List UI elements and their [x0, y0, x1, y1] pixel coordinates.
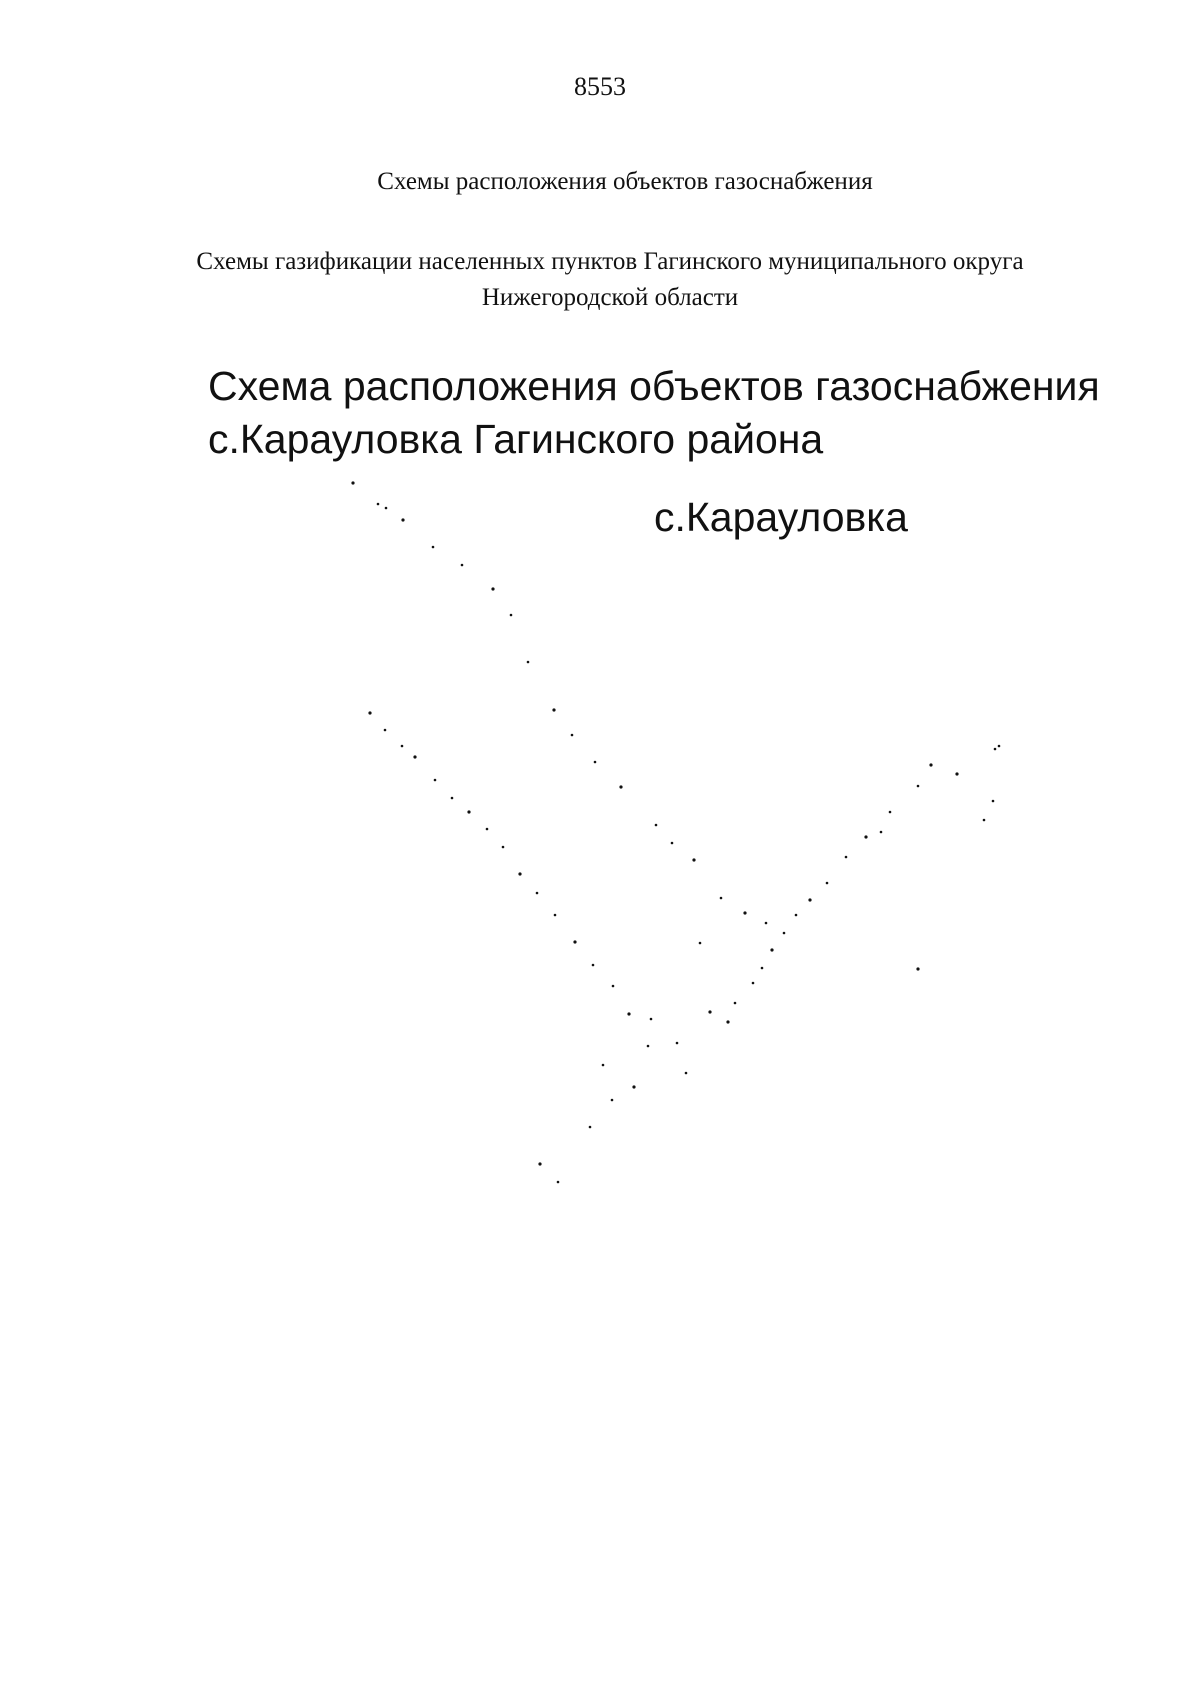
pipeline-dot	[655, 824, 658, 827]
pipeline-dot	[765, 922, 768, 925]
page-number: 8553	[574, 72, 626, 101]
scheme-title-line-1: Схема расположения объектов газоснабжения	[208, 363, 1100, 409]
pipeline-dot	[502, 846, 505, 849]
pipeline-dot	[734, 1002, 737, 1005]
pipeline-dots	[351, 481, 1000, 1183]
pipeline-dot	[917, 785, 920, 788]
pipeline-dot	[486, 828, 489, 831]
pipeline-dot	[413, 755, 416, 758]
pipeline-dot	[998, 745, 1001, 748]
pipeline-dot	[589, 1126, 592, 1129]
pipeline-dot	[538, 1162, 541, 1165]
pipeline-dot	[647, 1045, 650, 1048]
pipeline-dot	[720, 897, 723, 900]
pipeline-dot	[994, 748, 997, 751]
pipeline-dot	[573, 940, 576, 943]
pipeline-dot	[983, 819, 986, 822]
pipeline-dot	[377, 503, 380, 506]
pipeline-dot	[592, 964, 595, 967]
pipeline-dot	[351, 481, 354, 484]
pipeline-dot	[491, 587, 494, 590]
pipeline-dot	[845, 856, 848, 859]
pipeline-dot	[632, 1085, 635, 1088]
pipeline-dot	[451, 797, 454, 800]
pipeline-dot	[880, 831, 883, 834]
pipeline-dot	[699, 942, 702, 945]
pipeline-dot	[864, 835, 867, 838]
pipeline-dot	[536, 892, 539, 895]
pipeline-dot	[602, 1064, 605, 1067]
pipeline-dot	[368, 711, 371, 714]
pipeline-dot	[385, 507, 388, 510]
subheading-line-2: Нижегородской области	[481, 284, 739, 311]
pipeline-dot	[992, 800, 995, 803]
pipeline-dot	[594, 761, 597, 764]
section-heading: Схемы расположения объектов газоснабжения	[377, 168, 873, 195]
pipeline-dot	[955, 772, 958, 775]
scheme-title-line-2: с.Карауловка Гагинского района	[208, 416, 824, 462]
pipeline-dot	[627, 1012, 630, 1015]
pipeline-dot	[726, 1020, 729, 1023]
pipeline-dot	[808, 898, 811, 901]
pipeline-dot	[467, 810, 470, 813]
subheading-line-1: Схемы газификации населенных пунктов Гагинского муниципального округа	[196, 248, 1024, 275]
pipeline-dot	[685, 1072, 688, 1075]
pipeline-dot	[434, 779, 437, 782]
pipeline-dot	[929, 763, 932, 766]
pipeline-dot	[650, 1018, 653, 1021]
pipeline-dot	[619, 785, 622, 788]
pipeline-dot	[612, 985, 615, 988]
pipeline-dot	[826, 882, 829, 885]
pipeline-dot	[752, 982, 755, 985]
pipeline-dot	[554, 914, 557, 917]
pipeline-dot	[671, 842, 674, 845]
pipeline-dot	[518, 872, 521, 875]
pipeline-dot	[611, 1099, 614, 1102]
pipeline-dot	[889, 811, 892, 814]
pipeline-dot	[708, 1010, 711, 1013]
pipeline-dot	[432, 546, 435, 549]
village-label: с.Карауловка	[654, 494, 908, 540]
pipeline-dot	[552, 708, 555, 711]
pipeline-dot	[401, 518, 404, 521]
pipeline-dot	[916, 967, 919, 970]
pipeline-dot	[401, 745, 404, 748]
pipeline-dot	[795, 914, 798, 917]
pipeline-dot	[571, 734, 574, 737]
pipeline-dot	[770, 948, 773, 951]
pipeline-dot	[384, 729, 387, 732]
pipeline-dot	[692, 858, 695, 861]
pipeline-dot	[557, 1181, 560, 1184]
pipeline-dot	[743, 911, 746, 914]
pipeline-dot	[676, 1042, 679, 1045]
pipeline-dot	[527, 661, 530, 664]
pipeline-dot	[783, 932, 786, 935]
pipeline-dot	[461, 564, 464, 567]
pipeline-dot	[761, 967, 764, 970]
pipeline-dot	[510, 614, 513, 617]
